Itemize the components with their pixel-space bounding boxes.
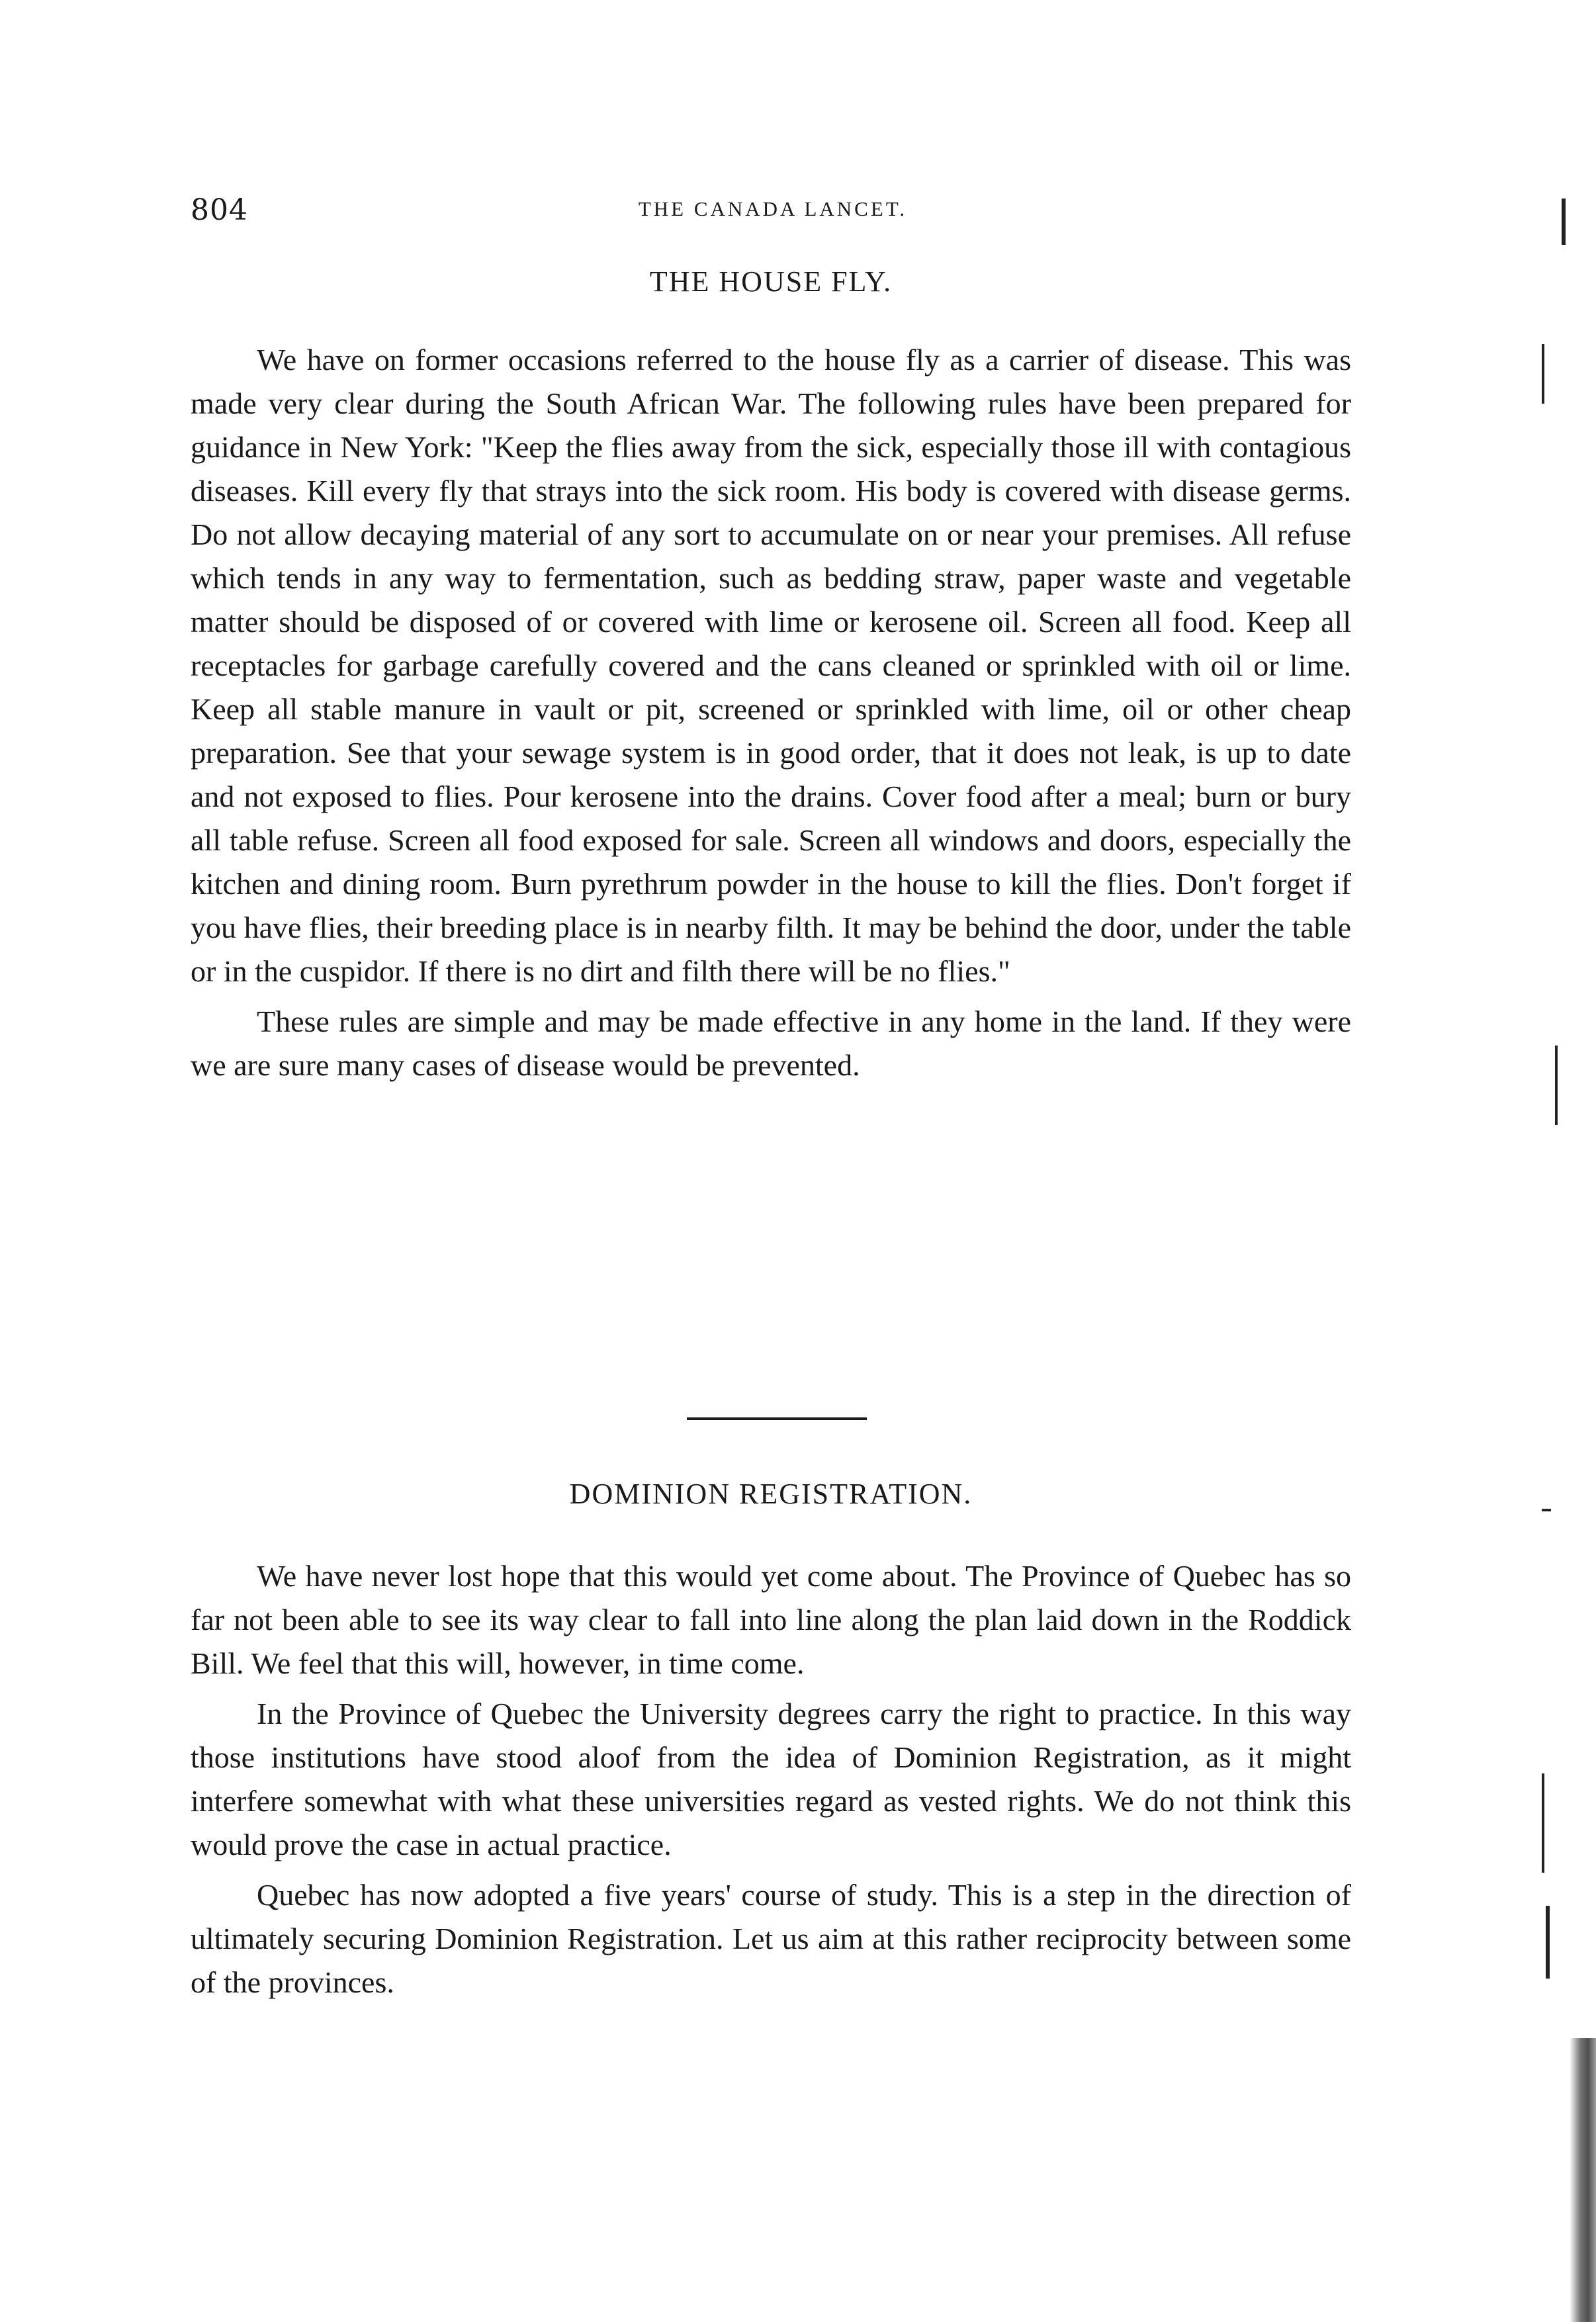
scan-artifact xyxy=(1542,344,1544,404)
scan-artifact xyxy=(1542,1509,1551,1511)
section-divider xyxy=(687,1417,867,1420)
running-head xyxy=(191,193,1355,233)
article-paragraph: In the Province of Quebec the University degrees carry the right to practice. In this way those institutions have stood aloof from the idea of Dominion Registration, as it might interfere somewhat with what these universities regard as vested rights. We do not think this would prove the case in actual practice. xyxy=(191,1697,1351,1861)
scan-artifact xyxy=(1542,1773,1544,1873)
article-paragraph: We have on former occasions referred to the house fly as a carrier of disease. This was made very clear during the South African War. The following rules have been prepared for guidance in New York: "Keep the flies away from the sick, especially those ill with contagious diseases. Kill every fly that strays into the sick room. His body is covered with disease germs. Do not allow decaying material of any sort to accumulate on or near your premises. All refuse which tends in any way to fermentation, such as bedding straw, paper waste and vegetable matter should be disposed of or covered with lime or kerosene oil. Screen all food. Keep all receptacles for garbage carefully covered and the cans cleaned or sprinkled with oil or lime. Keep all stable manure in vault or pit, screened or sprinkled with lime, oil or other cheap preparation. See that your sewage system is in good order, that it does not leak, is up to date and not exposed to flies. Pour kerosene into the drains. Cover food after a meal; burn or bury all table refuse. Screen all food exposed for sale. Screen all windows and doors, especially the kitchen and dining room. Burn pyrethrum powder in the house to kill the flies. Don't forget if you have flies, their breeding place is in nearby filth. It may be behind the door, under the table or in the cuspidor. If there is no dirt and filth there will be no flies." xyxy=(191,343,1351,988)
article-paragraph: These rules are simple and may be made effective in any home in the land. If they were we are sure many cases of disease would be prevented. xyxy=(191,1005,1351,1082)
article-title: DOMINION REGISTRATION. xyxy=(569,1478,973,1510)
scan-artifact xyxy=(1555,1046,1558,1125)
article-dominion-registration xyxy=(191,1477,1351,2011)
journal-name: THE CANADA LANCET. xyxy=(638,197,908,220)
article-paragraph: Quebec has now adopted a five years' course of study. This is a step in the direction of ultimately securing Dominion Registration. Let us aim at this rather reciprocity between some of the provinces. xyxy=(191,1878,1351,1999)
scan-artifact xyxy=(1562,199,1566,245)
article-paragraph: We have never lost hope that this would yet come about. The Province of Quebec has so far not been able to see its way clear to fall into line along the plan laid down in the Roddick Bill. We feel that this will, however, in time come. xyxy=(191,1559,1351,1680)
page-number: 804 xyxy=(191,193,248,227)
scan-artifact xyxy=(1546,1906,1550,1979)
scan-edge-shadow xyxy=(1570,2038,1596,2322)
article-house-fly xyxy=(191,265,1351,1094)
article-title: THE HOUSE FLY. xyxy=(649,265,893,298)
